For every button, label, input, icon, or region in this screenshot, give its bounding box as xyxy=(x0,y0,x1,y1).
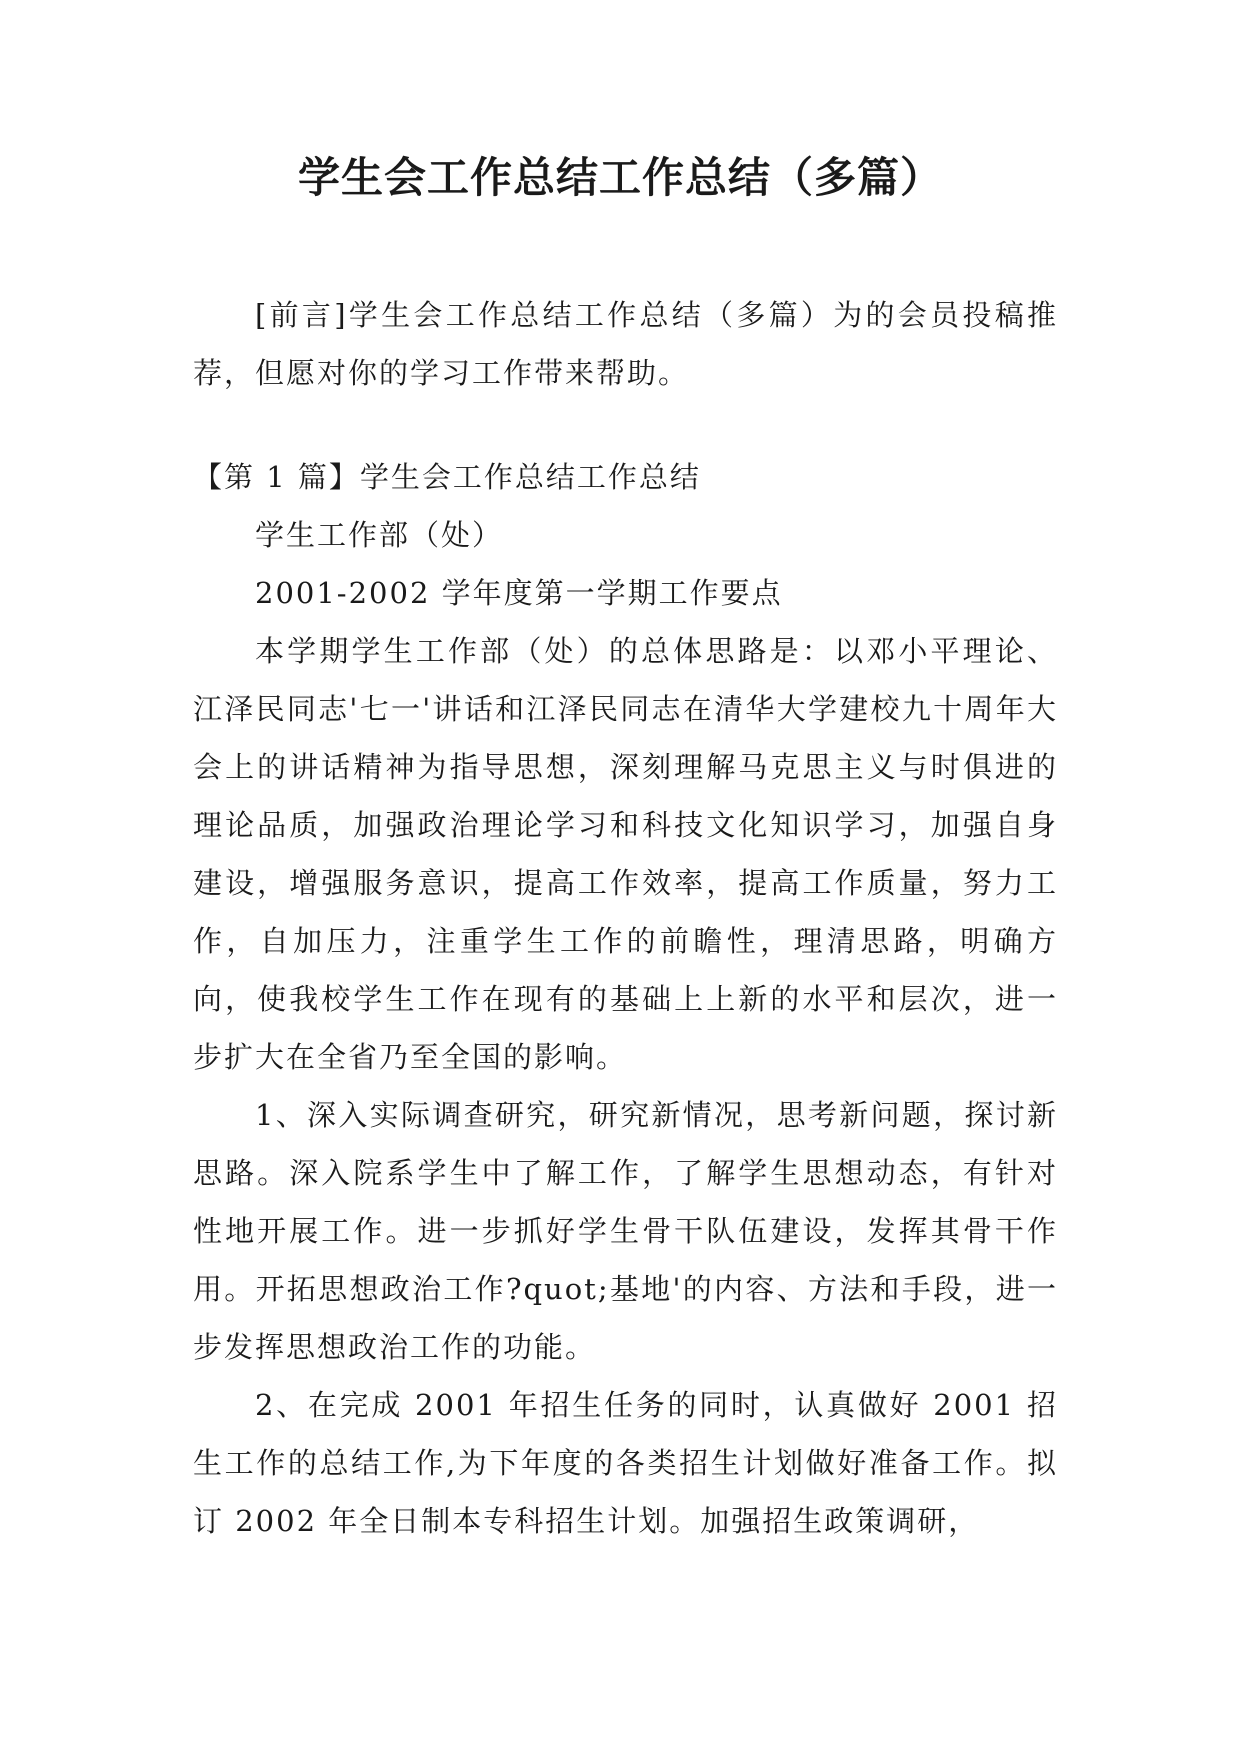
body-paragraph-overview: 本学期学生工作部（处）的总体思路是：以邓小平理论、江泽民同志'七一'讲话和江泽民同志在清华大学建校九十周年大会上的讲话精神为指导思想，深刻理解马克思主义与时俱进的理论品质，加强政治理论学习和科技文化知识学习，加强自身建设，增强服务意识，提高工作效率，提高工作质量，努力工作，自加压力，注重学生工作的前瞻性，理清思路，明确方向，使我校学生工作在现有的基础上上新的水平和层次，进一步扩大在全省乃至全国的影响。 xyxy=(193,634,1058,1074)
subtitle-line: 2001-2002 学年度第一学期工作要点 xyxy=(255,576,783,610)
department-line: 学生工作部（处） xyxy=(255,518,504,552)
document-body xyxy=(193,286,1058,1550)
preface-paragraph: [前言]学生会工作总结工作总结（多篇）为的会员投稿推荐，但愿对你的学习工作带来帮助。 xyxy=(193,298,1058,390)
body-paragraph-item-1: 1、深入实际调查研究，研究新情况，思考新问题，探讨新思路。深入院系学生中了解工作，了解学生思想动态，有针对性地开展工作。进一步抓好学生骨干队伍建设，发挥其骨干作用。开拓思想政治工作?quot;基地'的内容、方法和手段，进一步发挥思想政治工作的功能。 xyxy=(193,1098,1058,1364)
section-heading: 【第 1 篇】学生会工作总结工作总结 xyxy=(193,460,701,494)
document-title: 学生会工作总结工作总结（多篇） xyxy=(297,153,943,202)
body-paragraph-item-2: 2、在完成 2001 年招生任务的同时，认真做好 2001 招生工作的总结工作,为下年度的各类招生计划做好准备工作。拟订 2002 年全日制本专科招生计划。加强招生政策调研， xyxy=(193,1388,1058,1538)
